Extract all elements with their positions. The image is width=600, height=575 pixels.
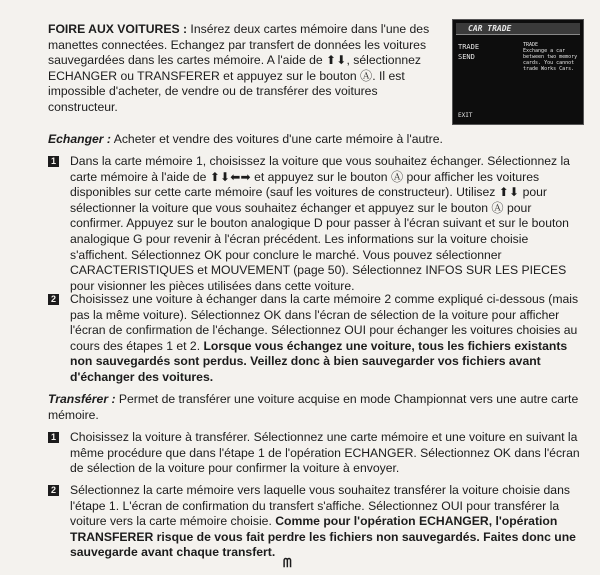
step-text: Dans la carte mémoire 1, choisissez la voiture que vous souhaitez échanger. Sélectionnez la carte mémoire à l'aide de ⬆⬇⬅➡ et appuyez sur le bouton Ⓐ pour afficher les voitures disponibles sur cette carte mémoire (sauf les voitures de constructeur). Utilisez ⬆⬇ pour sélectionner la voiture que vous souhaitez échanger et appuyez sur le bouton Ⓐ pour confirmer. Appuyez sur le bouton analogique D pour passer à l'écran suivant et sur le bouton analogique G pour revenir à l'écran précédent. Les informations sur la voiture choisie s'affichent. Sélectionnez OK pour conclure le marché. Vous pouvez sélectionner CARACTERISTIQUES et MOUVEMENT (page 50). Sélectionnez INFOS SUR LES PIECES pour visionner les pièces utilisées dans cette voiture. bbox=[70, 154, 570, 293]
intro-heading: FOIRE AUX VOITURES : bbox=[48, 22, 188, 36]
echanger-step-2 bbox=[48, 292, 588, 386]
page-number: ᗰ bbox=[283, 556, 292, 570]
step-text: Sélectionnez la carte mémoire vers laquelle vous souhaitez transférer la voiture choisie dans l'étape 1. L'écran de confirmation du transfert s'affiche. Sélectionnez OUI pour transférer la voiture vers la carte mémoire choisie. bbox=[70, 483, 570, 529]
step-number: 2 bbox=[48, 294, 59, 305]
transferer-label: Transférer : bbox=[48, 392, 116, 406]
step-warning: Lorsque vous échangez une voiture, tous les fichiers existants non sauvegardés sont perdus. Veillez donc à bien sauvegarder vos fichiers avant d'échanger des voitures. bbox=[70, 338, 568, 384]
screenshot-submenu-title: TRADE bbox=[523, 42, 539, 48]
screenshot-submenu-text: Exchange a car between two memory cards. You cannot trade Works Cars. bbox=[523, 48, 578, 72]
step-number: 1 bbox=[48, 432, 59, 443]
screenshot-menu-send: SEND bbox=[458, 53, 475, 61]
car-trade-screenshot bbox=[452, 19, 584, 125]
step-text: Choisissez la voiture à transférer. Sélectionnez une carte mémoire et une voiture en suivant la même procédure que dans l'étape 1 de l'opération ECHANGER. Sélectionnez OK dans l'écran de sélection de la voiture pour confirmer la voiture à envoyer. bbox=[70, 430, 580, 476]
echanger-step-1 bbox=[48, 154, 588, 294]
screenshot-submenu bbox=[523, 42, 581, 72]
intro-paragraph bbox=[48, 22, 440, 116]
step-text: Choisissez une voiture à échanger dans la carte mémoire 2 comme expliqué ci-dessous (mais pas la même voiture). Sélectionnez OK dans l'écran de sélection de la voiture pour afficher l'écran de confirmation de l'échange. Sélectionnez OUI pour échanger les voitures choisies au cours des étapes 1 et 2. bbox=[70, 292, 579, 353]
screenshot-menu-trade: TRADE bbox=[458, 43, 480, 51]
step-number: 2 bbox=[48, 485, 59, 496]
echanger-text: Acheter et vendre des voitures d'une carte mémoire à l'autre. bbox=[111, 132, 443, 146]
intro-text: Insérez deux cartes mémoire dans l'une des manettes connectées. Echangez par transfert de données les voitures sauvegardées dans les cartes mémoire. A l'aide de ⬆⬇, sélectionnez ECHANGER ou TRANSFERER et appuyez sur le bouton Ⓐ. Il est impossible d'acheter, de vendre ou de transférer des voitures constructeur. bbox=[48, 22, 430, 114]
step-number: 1 bbox=[48, 156, 59, 167]
transferer-step-1 bbox=[48, 430, 588, 477]
screenshot-exit: EXIT bbox=[458, 112, 473, 119]
screenshot-title: CAR TRADE bbox=[456, 23, 580, 35]
transferer-paragraph bbox=[48, 392, 588, 423]
transferer-step-2 bbox=[48, 483, 588, 561]
transferer-text: Permet de transférer une voiture acquise en mode Championnat vers une autre carte mémoire. bbox=[48, 392, 579, 422]
echanger-paragraph bbox=[48, 132, 588, 148]
screenshot-menu bbox=[458, 42, 479, 62]
step-warning: Comme pour l'opération ECHANGER, l'opération TRANSFERER risque de vous fait perdre les fichiers non sauvegardés. Faites donc une sauvegarde avant chaque transfert. bbox=[70, 514, 576, 560]
echanger-label: Echanger : bbox=[48, 132, 111, 146]
